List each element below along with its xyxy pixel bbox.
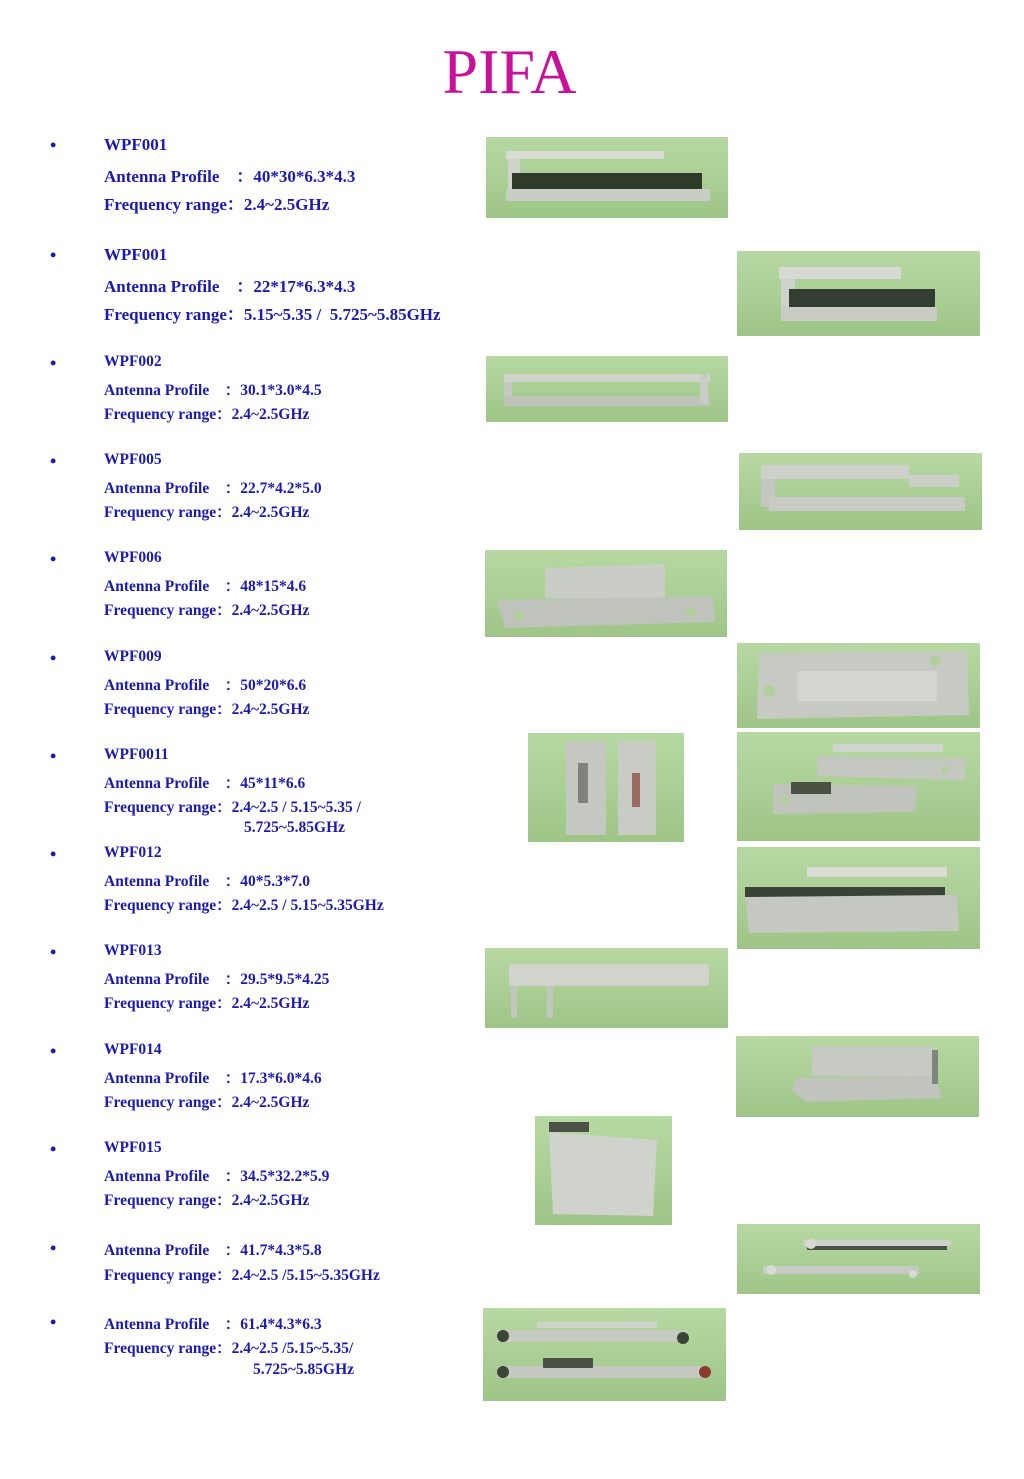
antenna-photo bbox=[486, 137, 728, 218]
model-name: WPF014 bbox=[104, 1041, 162, 1058]
frequency-range: Frequency range：2.4~2.5GHz bbox=[104, 701, 310, 718]
bullet: • bbox=[50, 844, 57, 864]
antenna-profile: Antenna Profile ：17.3*6.0*4.6 bbox=[104, 1070, 322, 1087]
bullet: • bbox=[50, 648, 57, 668]
antenna-profile: Antenna Profile ：61.4*4.3*6.3 bbox=[104, 1316, 322, 1333]
frequency-range: Frequency range：5.15~5.35 / 5.725~5.85GHz bbox=[104, 305, 441, 324]
antenna-photo bbox=[528, 733, 684, 842]
antenna-profile: Antenna Profile ：29.5*9.5*4.25 bbox=[104, 971, 330, 988]
antenna-photo bbox=[736, 1036, 979, 1117]
antenna-photo bbox=[737, 847, 980, 949]
frequency-range: Frequency range：2.4~2.5GHz bbox=[104, 602, 310, 619]
antenna-photo bbox=[739, 453, 982, 530]
frequency-range-continued: 5.725~5.85GHz bbox=[244, 819, 346, 836]
antenna-profile: Antenna Profile ：41.7*4.3*5.8 bbox=[104, 1242, 322, 1259]
antenna-photo bbox=[486, 356, 728, 422]
antenna-photo bbox=[485, 550, 727, 637]
frequency-range: Frequency range：2.4~2.5GHz bbox=[104, 1192, 310, 1209]
antenna-profile: Antenna Profile ：22*17*6.3*4.3 bbox=[104, 277, 356, 296]
bullet: • bbox=[50, 1312, 57, 1332]
frequency-range: Frequency range：2.4~2.5GHz bbox=[104, 504, 310, 521]
model-name: WPF0011 bbox=[104, 746, 169, 763]
page-title: PIFA bbox=[442, 36, 577, 107]
frequency-range: Frequency range：2.4~2.5 /5.15~5.35/ bbox=[104, 1340, 354, 1357]
antenna-photo bbox=[737, 1224, 980, 1294]
antenna-photo bbox=[485, 948, 728, 1028]
bullet: • bbox=[50, 549, 57, 569]
antenna-profile: Antenna Profile ：40*5.3*7.0 bbox=[104, 873, 310, 890]
model-name: WPF009 bbox=[104, 648, 162, 665]
antenna-profile: Antenna Profile ：45*11*6.6 bbox=[104, 775, 306, 792]
bullet: • bbox=[50, 1238, 57, 1258]
bullet: • bbox=[50, 1041, 57, 1061]
antenna-photo bbox=[737, 643, 980, 728]
frequency-range: Frequency range：2.4~2.5 / 5.15~5.35GHz bbox=[104, 897, 384, 914]
model-name: WPF013 bbox=[104, 942, 162, 959]
model-name: WPF005 bbox=[104, 451, 162, 468]
model-name: WPF002 bbox=[104, 353, 162, 370]
bullet: • bbox=[50, 942, 57, 962]
model-name: WPF006 bbox=[104, 549, 162, 566]
bullet: • bbox=[50, 245, 57, 265]
frequency-range: Frequency range：2.4~2.5GHz bbox=[104, 995, 310, 1012]
antenna-photo bbox=[535, 1116, 672, 1225]
antenna-profile: Antenna Profile ：40*30*6.3*4.3 bbox=[104, 167, 356, 186]
antenna-profile: Antenna Profile ：50*20*6.6 bbox=[104, 677, 307, 694]
frequency-range: Frequency range：2.4~2.5GHz bbox=[104, 406, 310, 423]
frequency-range: Frequency range：2.4~2.5 /5.15~5.35GHz bbox=[104, 1267, 380, 1284]
antenna-profile: Antenna Profile ：34.5*32.2*5.9 bbox=[104, 1168, 330, 1185]
model-name: WPF001 bbox=[104, 245, 168, 264]
antenna-photo bbox=[737, 732, 980, 841]
model-name: WPF015 bbox=[104, 1139, 162, 1156]
bullet: • bbox=[50, 451, 57, 471]
model-name: WPF012 bbox=[104, 844, 162, 861]
model-name: WPF001 bbox=[104, 135, 168, 154]
frequency-range-continued: 5.725~5.85GHz bbox=[253, 1361, 355, 1378]
antenna-profile: Antenna Profile ：22.7*4.2*5.0 bbox=[104, 480, 322, 497]
antenna-profile: Antenna Profile ：30.1*3.0*4.5 bbox=[104, 382, 322, 399]
bullet: • bbox=[50, 746, 57, 766]
bullet: • bbox=[50, 353, 57, 373]
frequency-range: Frequency range：2.4~2.5 / 5.15~5.35 / bbox=[104, 799, 361, 816]
frequency-range: Frequency range：2.4~2.5GHz bbox=[104, 1094, 310, 1111]
antenna-photo bbox=[483, 1308, 726, 1401]
bullet: • bbox=[50, 1139, 57, 1159]
frequency-range: Frequency range：2.4~2.5GHz bbox=[104, 195, 330, 214]
antenna-profile: Antenna Profile ：48*15*4.6 bbox=[104, 578, 307, 595]
bullet: • bbox=[50, 135, 57, 155]
antenna-photo bbox=[737, 251, 980, 336]
